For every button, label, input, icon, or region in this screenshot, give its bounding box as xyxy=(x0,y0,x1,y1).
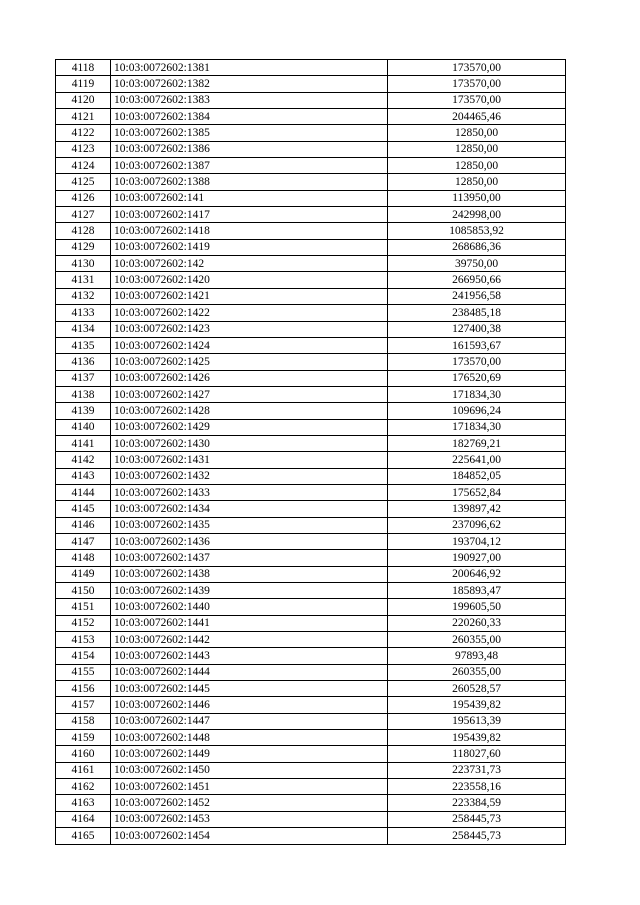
cadastral-number-cell: 10:03:0072602:142 xyxy=(111,256,388,272)
table-row xyxy=(56,223,566,239)
cadastral-number-cell: 10:03:0072602:1420 xyxy=(111,272,388,288)
table-row xyxy=(56,517,566,533)
cadastral-number-cell: 10:03:0072602:1454 xyxy=(111,828,388,844)
cadastral-number-cell: 10:03:0072602:1428 xyxy=(111,403,388,419)
table-row xyxy=(56,435,566,451)
cadastral-value-table xyxy=(55,59,566,845)
row-number-cell: 4134 xyxy=(56,321,111,337)
table-row xyxy=(56,141,566,157)
value-cell: 118027,60 xyxy=(388,746,566,762)
cadastral-number-cell: 10:03:0072602:1435 xyxy=(111,517,388,533)
value-cell: 204465,46 xyxy=(388,109,566,125)
row-number-cell: 4128 xyxy=(56,223,111,239)
row-number-cell: 4129 xyxy=(56,239,111,255)
row-number-cell: 4135 xyxy=(56,337,111,353)
cadastral-number-cell: 10:03:0072602:1382 xyxy=(111,76,388,92)
value-cell: 195613,39 xyxy=(388,713,566,729)
cadastral-number-cell: 10:03:0072602:1450 xyxy=(111,762,388,778)
cadastral-number-cell: 10:03:0072602:1423 xyxy=(111,321,388,337)
table-row xyxy=(56,615,566,631)
table-row xyxy=(56,158,566,174)
row-number-cell: 4150 xyxy=(56,583,111,599)
row-number-cell: 4151 xyxy=(56,599,111,615)
table-row xyxy=(56,256,566,272)
cadastral-number-cell: 10:03:0072602:1452 xyxy=(111,795,388,811)
cadastral-number-cell: 10:03:0072602:1449 xyxy=(111,746,388,762)
value-cell: 199605,50 xyxy=(388,599,566,615)
table-row xyxy=(56,713,566,729)
row-number-cell: 4136 xyxy=(56,354,111,370)
row-number-cell: 4119 xyxy=(56,76,111,92)
value-cell: 97893,48 xyxy=(388,648,566,664)
cadastral-number-cell: 10:03:0072602:1430 xyxy=(111,435,388,451)
cadastral-number-cell: 10:03:0072602:1447 xyxy=(111,713,388,729)
value-cell: 171834,30 xyxy=(388,419,566,435)
value-cell: 238485,18 xyxy=(388,305,566,321)
value-cell: 12850,00 xyxy=(388,158,566,174)
row-number-cell: 4138 xyxy=(56,386,111,402)
row-number-cell: 4159 xyxy=(56,730,111,746)
value-cell: 258445,73 xyxy=(388,828,566,844)
cadastral-number-cell: 10:03:0072602:1384 xyxy=(111,109,388,125)
table-row xyxy=(56,321,566,337)
table-row xyxy=(56,370,566,386)
value-cell: 266950,66 xyxy=(388,272,566,288)
table-row xyxy=(56,779,566,795)
row-number-cell: 4146 xyxy=(56,517,111,533)
value-cell: 39750,00 xyxy=(388,256,566,272)
table-body xyxy=(56,60,566,845)
row-number-cell: 4140 xyxy=(56,419,111,435)
value-cell: 127400,38 xyxy=(388,321,566,337)
value-cell: 195439,82 xyxy=(388,730,566,746)
row-number-cell: 4124 xyxy=(56,158,111,174)
value-cell: 223558,16 xyxy=(388,779,566,795)
table-row xyxy=(56,632,566,648)
cadastral-number-cell: 10:03:0072602:1436 xyxy=(111,533,388,549)
row-number-cell: 4164 xyxy=(56,811,111,827)
table-row xyxy=(56,681,566,697)
row-number-cell: 4141 xyxy=(56,435,111,451)
row-number-cell: 4121 xyxy=(56,109,111,125)
value-cell: 176520,69 xyxy=(388,370,566,386)
cadastral-number-cell: 10:03:0072602:1441 xyxy=(111,615,388,631)
value-cell: 185893,47 xyxy=(388,583,566,599)
value-cell: 173570,00 xyxy=(388,354,566,370)
value-cell: 175652,84 xyxy=(388,484,566,500)
cadastral-number-cell: 10:03:0072602:1440 xyxy=(111,599,388,615)
row-number-cell: 4147 xyxy=(56,533,111,549)
table-row xyxy=(56,762,566,778)
value-cell: 225641,00 xyxy=(388,452,566,468)
value-cell: 1085853,92 xyxy=(388,223,566,239)
cadastral-number-cell: 10:03:0072602:1422 xyxy=(111,305,388,321)
table-row xyxy=(56,730,566,746)
row-number-cell: 4133 xyxy=(56,305,111,321)
row-number-cell: 4139 xyxy=(56,403,111,419)
table-row xyxy=(56,190,566,206)
table-row xyxy=(56,354,566,370)
cadastral-number-cell: 10:03:0072602:1433 xyxy=(111,484,388,500)
row-number-cell: 4163 xyxy=(56,795,111,811)
table-row xyxy=(56,239,566,255)
value-cell: 161593,67 xyxy=(388,337,566,353)
value-cell: 223731,73 xyxy=(388,762,566,778)
value-cell: 182769,21 xyxy=(388,435,566,451)
value-cell: 109696,24 xyxy=(388,403,566,419)
row-number-cell: 4120 xyxy=(56,92,111,108)
row-number-cell: 4137 xyxy=(56,370,111,386)
cadastral-number-cell: 10:03:0072602:1446 xyxy=(111,697,388,713)
table-row xyxy=(56,550,566,566)
cadastral-number-cell: 10:03:0072602:1434 xyxy=(111,501,388,517)
value-cell: 173570,00 xyxy=(388,76,566,92)
table-row xyxy=(56,468,566,484)
value-cell: 260355,00 xyxy=(388,632,566,648)
row-number-cell: 4118 xyxy=(56,60,111,76)
cadastral-number-cell: 10:03:0072602:1387 xyxy=(111,158,388,174)
cadastral-number-cell: 10:03:0072602:1418 xyxy=(111,223,388,239)
value-cell: 242998,00 xyxy=(388,207,566,223)
value-cell: 12850,00 xyxy=(388,125,566,141)
row-number-cell: 4160 xyxy=(56,746,111,762)
value-cell: 260528,57 xyxy=(388,681,566,697)
value-cell: 258445,73 xyxy=(388,811,566,827)
table-row xyxy=(56,811,566,827)
cadastral-number-cell: 10:03:0072602:1381 xyxy=(111,60,388,76)
row-number-cell: 4122 xyxy=(56,125,111,141)
row-number-cell: 4149 xyxy=(56,566,111,582)
row-number-cell: 4165 xyxy=(56,828,111,844)
cadastral-number-cell: 10:03:0072602:1444 xyxy=(111,664,388,680)
cadastral-number-cell: 10:03:0072602:1388 xyxy=(111,174,388,190)
row-number-cell: 4153 xyxy=(56,632,111,648)
table-row xyxy=(56,566,566,582)
table-row xyxy=(56,174,566,190)
row-number-cell: 4154 xyxy=(56,648,111,664)
cadastral-number-cell: 10:03:0072602:1448 xyxy=(111,730,388,746)
table-row xyxy=(56,92,566,108)
table-row xyxy=(56,76,566,92)
cadastral-number-cell: 10:03:0072602:1426 xyxy=(111,370,388,386)
value-cell: 220260,33 xyxy=(388,615,566,631)
value-cell: 171834,30 xyxy=(388,386,566,402)
cadastral-number-cell: 10:03:0072602:1432 xyxy=(111,468,388,484)
value-cell: 173570,00 xyxy=(388,92,566,108)
cadastral-number-cell: 10:03:0072602:1453 xyxy=(111,811,388,827)
value-cell: 223384,59 xyxy=(388,795,566,811)
row-number-cell: 4126 xyxy=(56,190,111,206)
value-cell: 12850,00 xyxy=(388,141,566,157)
row-number-cell: 4145 xyxy=(56,501,111,517)
row-number-cell: 4142 xyxy=(56,452,111,468)
value-cell: 260355,00 xyxy=(388,664,566,680)
value-cell: 113950,00 xyxy=(388,190,566,206)
table-row xyxy=(56,403,566,419)
cadastral-number-cell: 10:03:0072602:1424 xyxy=(111,337,388,353)
table-row xyxy=(56,109,566,125)
cadastral-number-cell: 10:03:0072602:1442 xyxy=(111,632,388,648)
cadastral-number-cell: 10:03:0072602:1386 xyxy=(111,141,388,157)
table-row xyxy=(56,501,566,517)
table-row xyxy=(56,305,566,321)
cadastral-number-cell: 10:03:0072602:1439 xyxy=(111,583,388,599)
row-number-cell: 4131 xyxy=(56,272,111,288)
table-row xyxy=(56,288,566,304)
table-row xyxy=(56,795,566,811)
cadastral-number-cell: 10:03:0072602:1431 xyxy=(111,452,388,468)
cadastral-number-cell: 10:03:0072602:1419 xyxy=(111,239,388,255)
row-number-cell: 4130 xyxy=(56,256,111,272)
value-cell: 268686,36 xyxy=(388,239,566,255)
table-row xyxy=(56,533,566,549)
cadastral-number-cell: 10:03:0072602:1385 xyxy=(111,125,388,141)
cadastral-number-cell: 10:03:0072602:1417 xyxy=(111,207,388,223)
value-cell: 200646,92 xyxy=(388,566,566,582)
cadastral-number-cell: 10:03:0072602:1383 xyxy=(111,92,388,108)
value-cell: 195439,82 xyxy=(388,697,566,713)
row-number-cell: 4155 xyxy=(56,664,111,680)
table-row xyxy=(56,664,566,680)
table-row xyxy=(56,599,566,615)
table-row xyxy=(56,272,566,288)
table-row xyxy=(56,207,566,223)
table-row xyxy=(56,648,566,664)
cadastral-number-cell: 10:03:0072602:1443 xyxy=(111,648,388,664)
row-number-cell: 4127 xyxy=(56,207,111,223)
cadastral-number-cell: 10:03:0072602:1427 xyxy=(111,386,388,402)
table-row xyxy=(56,697,566,713)
table-row xyxy=(56,452,566,468)
value-cell: 139897,42 xyxy=(388,501,566,517)
row-number-cell: 4157 xyxy=(56,697,111,713)
row-number-cell: 4123 xyxy=(56,141,111,157)
table-row xyxy=(56,583,566,599)
row-number-cell: 4143 xyxy=(56,468,111,484)
row-number-cell: 4148 xyxy=(56,550,111,566)
cadastral-number-cell: 10:03:0072602:1438 xyxy=(111,566,388,582)
value-cell: 12850,00 xyxy=(388,174,566,190)
table-row xyxy=(56,337,566,353)
table-row xyxy=(56,828,566,844)
table-row xyxy=(56,746,566,762)
table-row xyxy=(56,125,566,141)
row-number-cell: 4161 xyxy=(56,762,111,778)
table-row xyxy=(56,419,566,435)
cadastral-number-cell: 10:03:0072602:141 xyxy=(111,190,388,206)
row-number-cell: 4158 xyxy=(56,713,111,729)
value-cell: 237096,62 xyxy=(388,517,566,533)
value-cell: 190927,00 xyxy=(388,550,566,566)
cadastral-number-cell: 10:03:0072602:1451 xyxy=(111,779,388,795)
table-row xyxy=(56,484,566,500)
cadastral-number-cell: 10:03:0072602:1437 xyxy=(111,550,388,566)
value-cell: 193704,12 xyxy=(388,533,566,549)
cadastral-number-cell: 10:03:0072602:1421 xyxy=(111,288,388,304)
cadastral-number-cell: 10:03:0072602:1445 xyxy=(111,681,388,697)
row-number-cell: 4125 xyxy=(56,174,111,190)
row-number-cell: 4152 xyxy=(56,615,111,631)
value-cell: 184852,05 xyxy=(388,468,566,484)
row-number-cell: 4162 xyxy=(56,779,111,795)
cadastral-number-cell: 10:03:0072602:1425 xyxy=(111,354,388,370)
row-number-cell: 4132 xyxy=(56,288,111,304)
row-number-cell: 4144 xyxy=(56,484,111,500)
cadastral-number-cell: 10:03:0072602:1429 xyxy=(111,419,388,435)
value-cell: 173570,00 xyxy=(388,60,566,76)
row-number-cell: 4156 xyxy=(56,681,111,697)
value-cell: 241956,58 xyxy=(388,288,566,304)
table-row xyxy=(56,386,566,402)
table-row xyxy=(56,60,566,76)
